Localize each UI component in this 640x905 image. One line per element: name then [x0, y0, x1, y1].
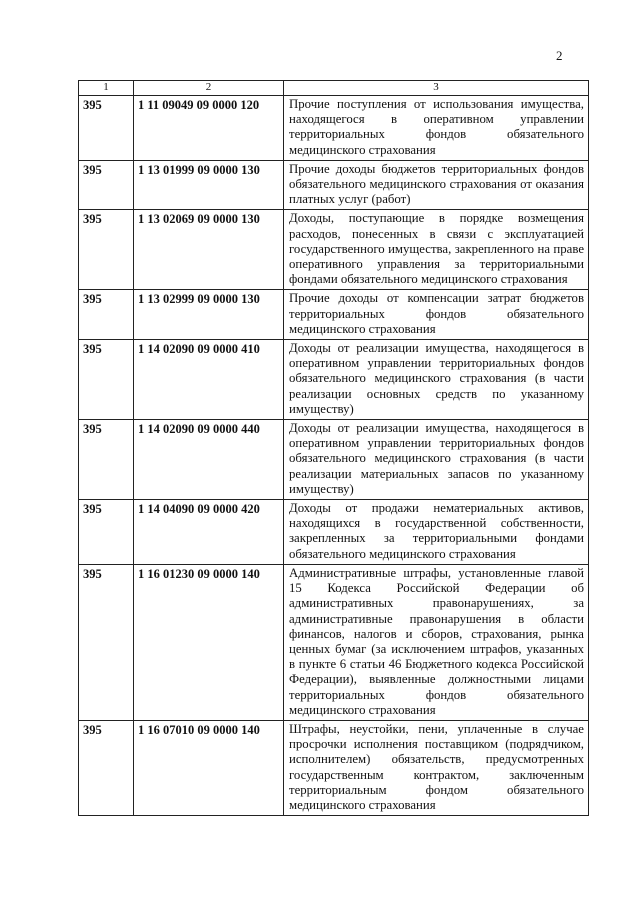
column-header-3: 3	[284, 81, 589, 96]
admin-code-cell: 395	[79, 500, 134, 565]
table-row	[79, 420, 589, 500]
income-name-cell: Доходы от продажи нематериальных активов, находящихся в государственной собственности, закрепленных за территориальными фондами обязательного медицинского страхования	[284, 500, 589, 565]
income-name-cell: Доходы от реализации имущества, находящегося в оперативном управлении территориальных фондов обязательного медицинского страхования (в части реализации материальных запасов по указанному имуществу)	[284, 420, 589, 500]
admin-code-cell: 395	[79, 340, 134, 420]
income-name-cell: Доходы от реализации имущества, находящегося в оперативном управлении территориальных фондов обязательного медицинского страхования (в части реализации основных средств по указанному имуществу)	[284, 340, 589, 420]
table-header-row	[79, 81, 589, 96]
income-name-cell: Прочие поступления от использования имущества, находящегося в оперативном управлении территориальных фондов обязательного медицинского страхования	[284, 96, 589, 161]
budget-code-cell: 1 13 01999 09 0000 130	[134, 160, 284, 210]
income-name-cell: Прочие доходы от компенсации затрат бюджетов территориальных фондов обязательного медицинского страхования	[284, 290, 589, 340]
admin-code-cell: 395	[79, 420, 134, 500]
budget-code-cell: 1 11 09049 09 0000 120	[134, 96, 284, 161]
column-header-1: 1	[79, 81, 134, 96]
budget-code-cell: 1 14 04090 09 0000 420	[134, 500, 284, 565]
budget-code-cell: 1 13 02069 09 0000 130	[134, 210, 284, 290]
table-row	[79, 340, 589, 420]
income-name-cell: Административные штрафы, установленные главой 15 Кодекса Российской Федерации об административных правонарушениях, за административные правонарушения в области финансов, налогов и сборов, страхования, рынка ценных бумаг (за исключением штрафов, указанных в пункте 6 статьи 46 Бюджетного кодекса Российской Федерации), выявленные должностными лицами территориальных фондов обязательного медицинского страхования	[284, 564, 589, 720]
table-row	[79, 96, 589, 161]
table-row	[79, 290, 589, 340]
table-row	[79, 500, 589, 565]
table-row	[79, 564, 589, 720]
budget-code-cell: 1 16 07010 09 0000 140	[134, 720, 284, 815]
budget-codes-table	[78, 80, 589, 816]
budget-code-cell: 1 14 02090 09 0000 410	[134, 340, 284, 420]
admin-code-cell: 395	[79, 564, 134, 720]
income-name-cell: Доходы, поступающие в порядке возмещения расходов, понесенных в связи с эксплуатацией государственного имущества, закрепленного на праве оперативного управления за территориальными фондами обязательного медицинского страхования	[284, 210, 589, 290]
admin-code-cell: 395	[79, 720, 134, 815]
table-row	[79, 160, 589, 210]
income-name-cell: Прочие доходы бюджетов территориальных фондов обязательного медицинского страхования от оказания платных услуг (работ)	[284, 160, 589, 210]
admin-code-cell: 395	[79, 290, 134, 340]
table-row	[79, 210, 589, 290]
table-row	[79, 720, 589, 815]
admin-code-cell: 395	[79, 210, 134, 290]
income-name-cell: Штрафы, неустойки, пени, уплаченные в случае просрочки исполнения поставщиком (подрядчиком, исполнителем) обязательств, предусмотренных государственным контрактом, заключенным территориальным фондом обязательного медицинского страхования	[284, 720, 589, 815]
budget-code-cell: 1 14 02090 09 0000 440	[134, 420, 284, 500]
column-header-2: 2	[134, 81, 284, 96]
admin-code-cell: 395	[79, 160, 134, 210]
page-number: 2	[556, 48, 563, 63]
admin-code-cell: 395	[79, 96, 134, 161]
budget-code-cell: 1 16 01230 09 0000 140	[134, 564, 284, 720]
budget-code-cell: 1 13 02999 09 0000 130	[134, 290, 284, 340]
